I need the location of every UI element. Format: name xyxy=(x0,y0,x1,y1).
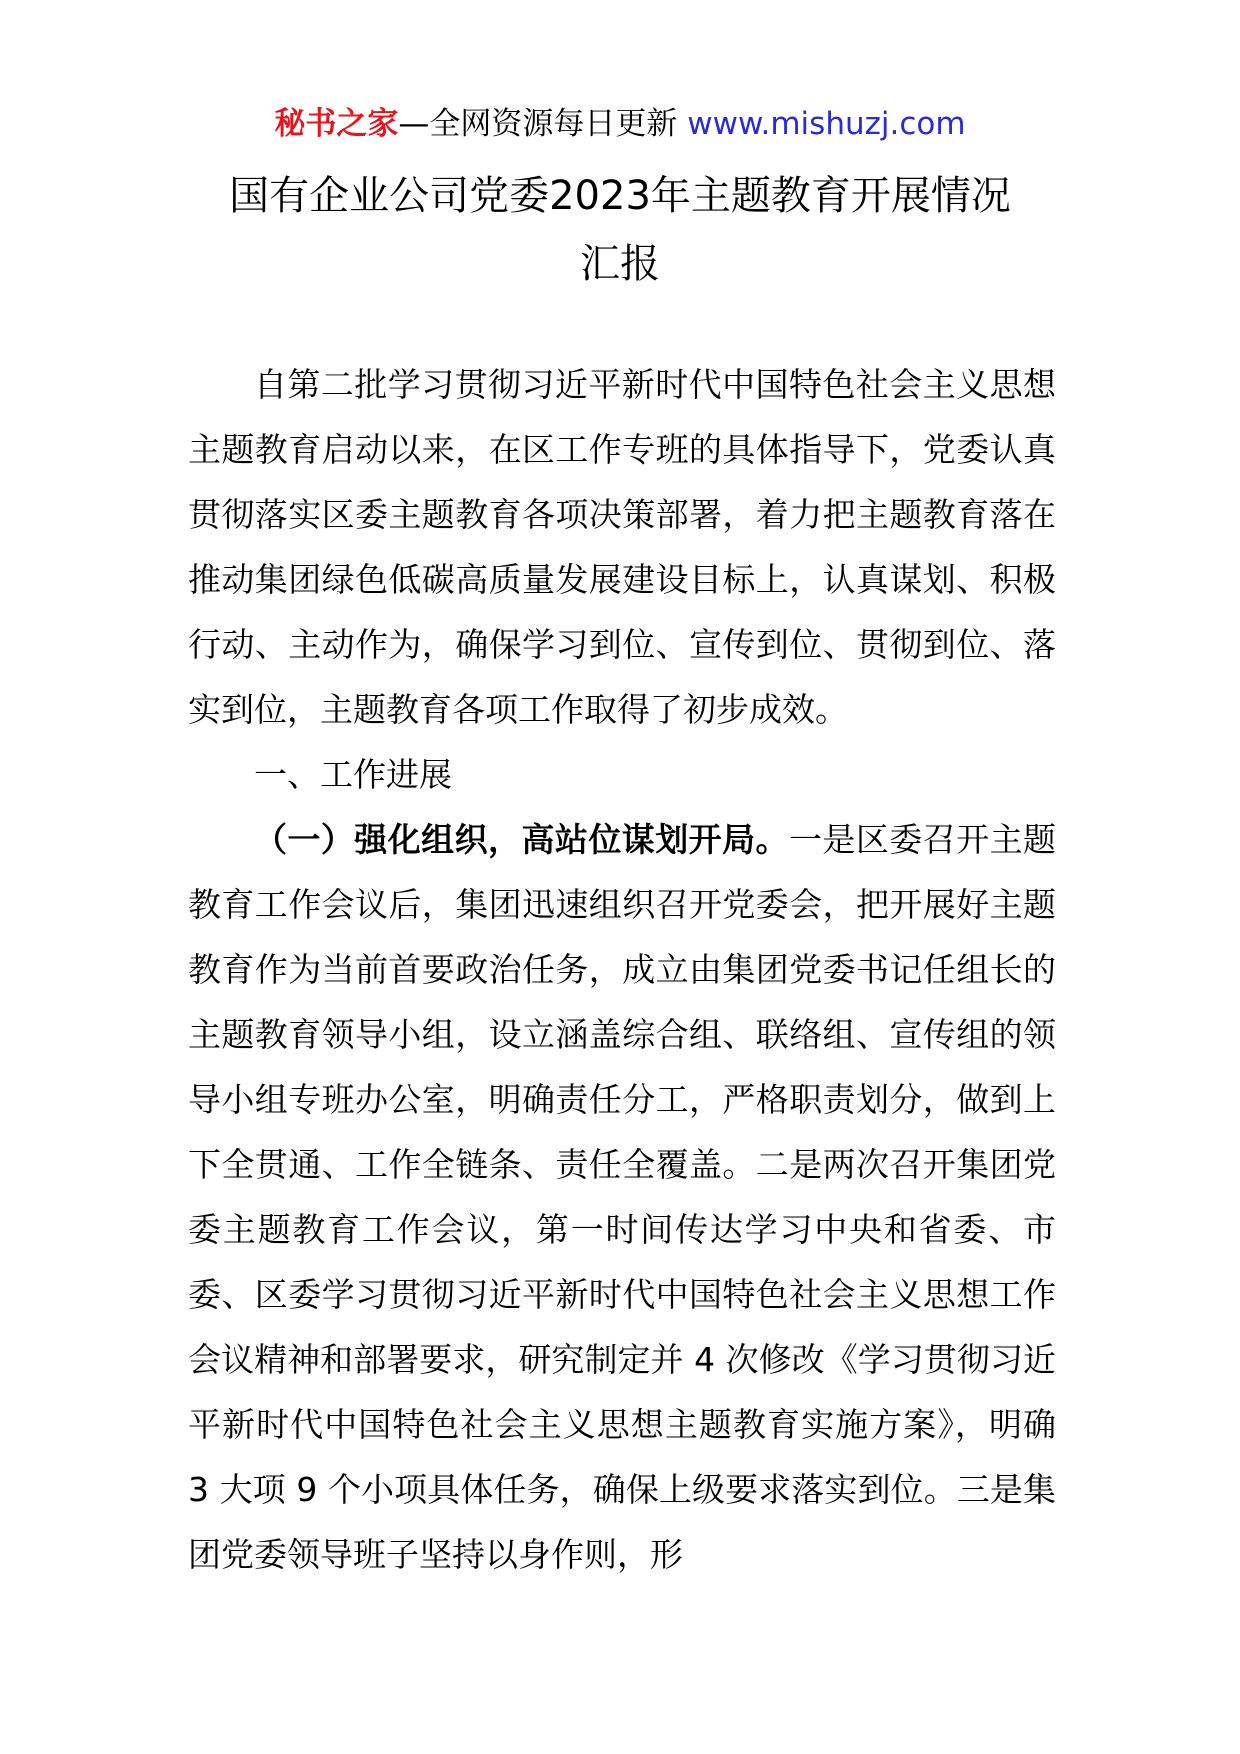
header-slogan: —全网资源每日更新 xyxy=(398,106,678,142)
subsection-body: 一是区委召开主题教育工作会议后，集团迅速组织召开党委会，把开展好主题教育作为当前首要政治任务，成立由集团党委书记任组长的主题教育领导小组，设立涵盖综合组、联络组、宣传组的领导小组专班办公室，明确责任分工，严格职责划分，做到上下全贯通、工作全链条、责任全覆盖。二是两次召开集团党委主题教育工作会议，第一时间传达学习中央和省委、市委、区委学习贯彻习近平新时代中国特色社会主义思想工作会议精神和部署要求，研究制定并 4 次修改《学习贯彻习近平新时代中国特色社会主义思想主题教育实施方案》，明确 3 大项 9 个小项具体任务，确保上级要求落实到位。三是集团党委领导班子坚持以身作则，形 xyxy=(188,820,1057,1574)
document-title xyxy=(0,162,1240,298)
section-heading: 一、工作进展 xyxy=(254,755,452,794)
document-title-line-1: 国有企业公司党委2023年主题教育开展情况 xyxy=(229,173,1011,219)
brand-name: 秘书之家 xyxy=(274,106,399,142)
document-title-line-2: 汇报 xyxy=(580,241,660,287)
site-url-link[interactable]: www.mishuzj.com xyxy=(687,106,966,142)
document-body xyxy=(188,352,1056,1587)
site-header xyxy=(0,102,1240,146)
intro-paragraph: 自第二批学习贯彻习近平新时代中国特色社会主义思想主题教育启动以来，在区工作专班的具体指导下，党委认真贯彻落实区委主题教育各项决策部署，着力把主题教育落在推动集团绿色低碳高质量发展建设目标上，认真谋划、积极行动、主动作为，确保学习到位、宣传到位、贯彻到位、落实到位，主题教育各项工作取得了初步成效。 xyxy=(188,365,1056,729)
subsection-paragraph xyxy=(188,807,1056,1587)
subsection-heading: （一）强化组织，高站位谋划开局。 xyxy=(254,820,789,859)
